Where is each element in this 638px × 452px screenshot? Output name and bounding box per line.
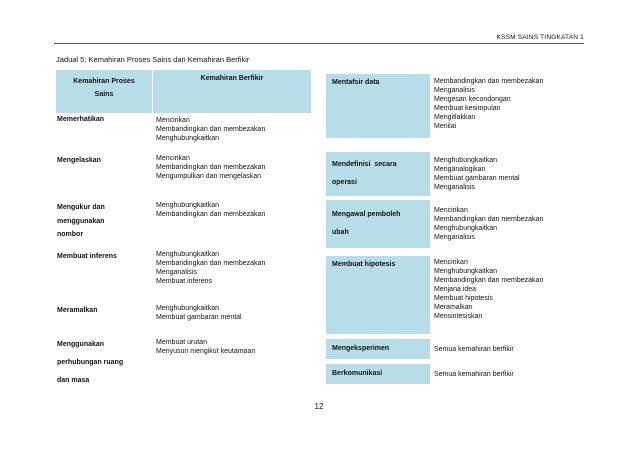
process-skill-cell: Mentafsir data bbox=[326, 74, 430, 138]
left-table-header bbox=[56, 70, 311, 113]
table-row bbox=[326, 364, 592, 384]
table-caption: Jadual 5: Kemahiran Proses Sains dan Kemahiran Berfikir bbox=[56, 55, 250, 64]
thinking-skill-cell: Mencirikan Membandingkan dan membezakan Mengumpulkan dan mengelaskan bbox=[156, 155, 266, 180]
table-row bbox=[56, 250, 311, 286]
thinking-skill-cell: Menghubungkaitkan Membuat gambaran mental bbox=[156, 305, 242, 321]
process-skill-cell: Menggunakan perhubungan ruang dan masa bbox=[57, 341, 124, 384]
thinking-skill-cell: Mencirikan Membandingkan dan membezakan Menghubungkaitkan bbox=[156, 117, 266, 142]
thinking-skill-cell: Mencirikan Menghubungkaitkan Membandingkan dan membezakan Menjana idea Membuat hipotesis Meramalkan Mensintesiskan bbox=[434, 259, 544, 320]
table-row bbox=[56, 304, 311, 322]
table-row bbox=[56, 201, 311, 242]
table-row bbox=[326, 200, 592, 248]
thinking-skill-cell: Membuat urutan Menyusun mengikut keutamaan bbox=[156, 339, 256, 355]
process-skill-cell: Membuat hipotesis bbox=[326, 256, 430, 334]
running-header: KSSM SAINS TINGKATAN 1 bbox=[496, 34, 584, 41]
header-divider bbox=[54, 43, 584, 44]
left-table bbox=[56, 70, 311, 384]
thinking-skill-cell: Membandingkan dan membezakan Menganalisis Mengesan kecondongan Membuat kesimpulan Mengitlakkan Menilai bbox=[434, 78, 544, 130]
thinking-skill-cell: Menghubungkaitkan Membandingkan dan membezakan bbox=[156, 202, 266, 218]
process-skill-cell: Mengelaskan bbox=[57, 157, 101, 164]
table-row bbox=[56, 113, 311, 143]
process-skill-cell: Mendefinisi secara operasi bbox=[326, 152, 430, 196]
thinking-skill-cell: Menghubungkaitkan Membandingkan dan membezakan Menganalisis Membuat inferens bbox=[156, 251, 266, 285]
header-process-skills: Kemahiran Proses Sains bbox=[56, 70, 152, 113]
table-row bbox=[326, 74, 592, 138]
table-row bbox=[326, 152, 592, 196]
thinking-skill-cell: Semua kemahiran berfikir bbox=[434, 370, 514, 378]
thinking-skill-cell: Mencirikan Membandingkan dan membezakan Menghubungkaitkan Menganalisis bbox=[434, 207, 544, 241]
table-row bbox=[56, 154, 311, 181]
process-skill-cell: Berkomunikasi bbox=[326, 364, 430, 384]
process-skill-cell: Membuat inferens bbox=[57, 253, 117, 260]
table-row bbox=[56, 336, 311, 390]
header-thinking-skills: Kemahiran Berfikir bbox=[152, 70, 311, 113]
table-row bbox=[326, 256, 592, 334]
process-skill-cell: Meramalkan bbox=[57, 307, 98, 314]
thinking-skill-cell: Menghubungkaitkan Menganalogikan Membuat gambaran mental Menganalisis bbox=[434, 157, 520, 191]
process-skill-cell: Mengawal pemboleh ubah bbox=[326, 200, 430, 248]
process-skill-cell: Mengeksperimen bbox=[326, 339, 430, 359]
thinking-skill-cell: Semua kemahiran berfikir bbox=[434, 345, 514, 353]
table-row bbox=[326, 339, 592, 359]
page-number: 12 bbox=[314, 402, 324, 411]
process-skill-cell: Memerhatikan bbox=[57, 116, 105, 123]
process-skill-cell: Mengukur dan menggunakan nombor bbox=[57, 204, 105, 238]
